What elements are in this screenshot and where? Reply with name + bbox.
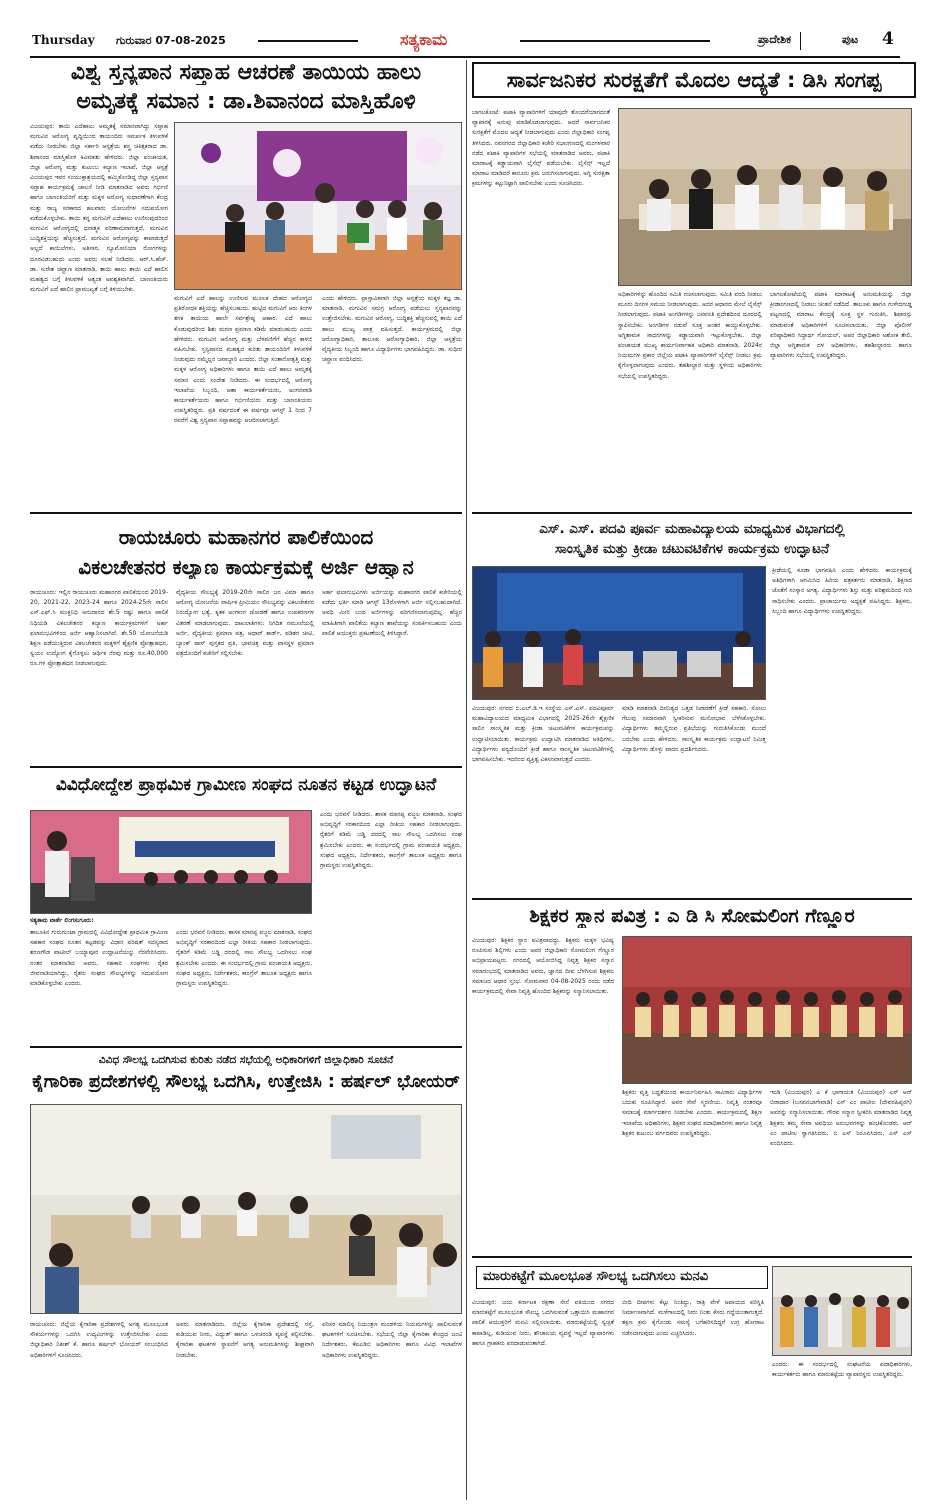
raichur-headline-line-1: ರಾಯಚೂರು ಮಹಾನಗರ ಪಾಲಿಕೆಯಿಂದ xyxy=(118,526,374,549)
breastfeeding-photo xyxy=(174,122,462,290)
college-body-col-3: ಕ್ರೀಡೆಯಲ್ಲಿ ಕೂಡಾ ಭಾಗವಹಿಸಿ ಎಂದು ಹೇಳಿದರು. ಕಾರ್ಯಕ್ರಮಕ್ಕೆ ಅತಿಥಿಗಳಾಗಿ ಆಗಮಿಸಿದ ಹಿರಿಯ ಪತ್ರಕರ್ತರು ಮಾತನಾಡಿ, ಶಿಕ್ಷಣದ ಜೊತೆಗೆ ಸಂಸ್ಕಾರ ಅಗತ್ಯ. ವಿದ್ಯಾರ್ಥಿಗಳು ಶಿಸ್ತು ಮತ್ತು ಪರಿಶ್ರಮದಿಂದ ಗುರಿ ಸಾಧಿಸಬೇಕು ಎಂದರು. ಪ್ರಾಚಾರ್ಯರು ಅಧ್ಯಕ್ಷತೆ ವಹಿಸಿದ್ದರು. ಶಿಕ್ಷಕರು, ಸಿಬ್ಬಂದಿ ಹಾಗೂ ವಿದ್ಯಾರ್ಥಿಗಳು ಉಪಸ್ಥಿತರಿದ್ದರು. xyxy=(772,567,912,615)
breastfeeding-photo-image xyxy=(175,123,462,290)
raichur-body-col-3: ಅರ್ಹ ಫಲಾನುಭವಿಗಳು ಅರ್ಜಿಯನ್ನು ಮಹಾನಗರ ಪಾಲಿಕೆ ಕಚೇರಿಯಲ್ಲಿ ಪಡೆದು ಭರ್ತಿ ಮಾಡಿ ಆಗಸ್ಟ್ 13ರೊಳಗಾಗಿ ಅರ್ಜಿ ಸಲ್ಲಿಸಬಹುದಾಗಿದೆ. ಅವಧಿ ಮೀರಿ ಬಂದ ಅರ್ಜಿಗಳನ್ನು ಪರಿಗಣಿಸಲಾಗುವುದಿಲ್ಲ. ಹೆಚ್ಚಿನ ಮಾಹಿತಿಗಾಗಿ ಪಾಲಿಕೆಯ ಕಲ್ಯಾಣ ಶಾಖೆಯನ್ನು ಸಂಪರ್ಕಿಸಬಹುದು ಎಂದು ಪಾಲಿಕೆ ಆಯುಕ್ತರು ಪ್ರಕಟಣೆಯಲ್ಲಿ ತಿಳಿಸಿದ್ದಾರೆ. xyxy=(322,589,462,637)
cooperative-dateline: ಸತ್ಯಕಾಮ ವಾರ್ತೆ ಲಿಂಗಸುಗೂರು: xyxy=(30,917,94,924)
college-body-col-2: ಮಾಡಿ ಮಾತನಾಡಿ ದಿನನಿತ್ಯದ ಒತ್ತಡ ನಿವಾರಣೆಗೆ ಕ್ರೀಡೆ ಸಹಕಾರಿ. ಸೋಲು ಗೆಲುವು ಸಮಾನವಾಗಿ ಸ್ವೀಕರಿಸುವ ಮನೋಭಾವ ಬೆಳೆಸಿಕೊಳ್ಳಬೇಕು. ವಿದ್ಯಾರ್ಥಿಗಳು ತಮ್ಮಲ್ಲಿರುವ ಪ್ರತಿಭೆಯನ್ನು ಗುರುತಿಸಿಕೊಂಡು ಮುಂದೆ ಬರಬೇಕು ಎಂದು ಹೇಳಿದರು. ಸಾಂಸ್ಕೃತಿಕ ಕಾರ್ಯಕ್ರಮ ಉದ್ಘಾಟನೆ ನಿಮಿತ್ತ ವಿದ್ಯಾರ್ಥಿಗಳು ಡೊಳ್ಳು ವಾದನ ಪ್ರದರ್ಶಿಸಿದರು. xyxy=(622,705,766,753)
college-headline-line-2: ಸಾಂಸ್ಕೃತಿಕ ಮತ್ತು ಕ್ರೀಡಾ ಚಟುವಟಿಕೆಗಳ ಕಾರ್ಯಕ್ರಮ ಉದ್ಘಾಟನೆ xyxy=(554,542,830,557)
cooperative-photo xyxy=(30,810,312,914)
breastfeeding-body-col-1: ವಿಜಯಪುರ: ತಾಯಿ ಎದೆಹಾಲು ಅಮೃತಕ್ಕೆ ಸಮಾನವಾಗಿದ್ದು ಸಪ್ತಾಹ ಮಗುವಿನ ಆರೋಗ್ಯ ವೃದ್ಧಿಯಿಂದ ತಾಯಂದಿರು ಸಮರ್ಪಕ ತಿಳುವಳಿಕೆ ಪಡೆದು ನೀಡಬೇಕು ಜಿಲ್ಲಾ ಸರ್ಕಾರಿ ಆಸ್ಪತ್ರೆಯ ಶಸ್ತ್ರ ಚಿಕಿತ್ಸಕರಾದ ಡಾ. ಶಿವಾನಂದ ಮಾಸ್ತಿಹೊಳಿ ಕಿವಿಮಾತು ಹೇಳಿದರು. ಜಿಲ್ಲಾ ಪಂಚಾಯತ, ಜಿಲ್ಲಾ ಆರೋಗ್ಯ ಮತ್ತು ಕುಟುಂಬ ಕಲ್ಯಾಣ ಇಲಾಖೆ, ಜಿಲ್ಲಾ ಆಸ್ಪತ್ರೆ ವಿಜಯಪುರ ಇವರ ಸಂಯುಕ್ತಾಶ್ರಯದಲ್ಲಿ ಹಮ್ಮಿಕೊಂಡಿದ್ದ ಜಿಲ್ಲಾ ಸ್ತನ್ಯಪಾನ ಸಪ್ತಾಹ ಕಾರ್ಯಕ್ರಮಕ್ಕೆ ಚಾಲನೆ ನೀಡಿ ಮಾತನಾಡಿದ ಅವರು ಗರ್ಭಿಣಿ ಹಾಗೂ ಬಾಣಂತಿಯರಿಗೆ ಮತ್ತು ಮಕ್ಕಳ ಆರೋಗ್ಯ ಸುಧಾರಣೆಗಾಗಿ ಕೇಂದ್ರ ಮತ್ತು ರಾಜ್ಯ ಸರಕಾರದ ಹಲವಾರು ಯೋಜನೆಗಳ ಸದುಪಯೋಗ ಪಡೆದುಕೊಳ್ಳಬೇಕು. ತಾಯಿ ತನ್ನ ಮಗುವಿಗೆ ಎದೆಹಾಲು ಉಣಿಸುವುದರಿಂದ ಮಗುವಿನ ಆರೋಗ್ಯದಲ್ಲಿ ಧನಾತ್ಮಕ ಪರಿಣಾಮವಾಗುತ್ತದೆ, ಮಗುವಿನ ಬುದ್ಧಿಶಕ್ತಿಯನ್ನು ಹೆಚ್ಚಿಸುತ್ತದೆ, ಮಗುವಿನ ಆರೋಗ್ಯವನ್ನು ಕಾಪಾಡುತ್ತದೆ ಅಲ್ಲದೆ ಕಾಯಿಲೆಗಳು, ಅತಿಸಾರ, ನ್ಯೂಮೋನಿಯಾ ರೋಗಗಳನ್ನು ದೂರವಿಡಬಹುದು ಎಂದು ಅವರು ಸಲಹೆ ನೀಡಿದರು. ಆರ್.ಸಿ.ಹೆಚ್. ಡಾ. ಸುರೇಶ ಚವ್ಹಾಣ ಮಾತನಾಡಿ, ತಾಯಿ ಹಾಲು ತಾಯಿ ಎದೆ ಹಾಲಿನ ಮಹತ್ವದ ಬಗ್ಗೆ ತಿಳುವಳಿಕೆ ಅತ್ಯಂತ ಅವಶ್ಯಕವಾಗಿದೆ. ಬಾಣಂತಿಯರು ಮಗುವಿಗೆ ಎದೆ ಹಾಲಿನ ಪ್ರಾಮುಖ್ಯತೆ ಬಗ್ಗೆ ತಿಳಿಯಬೇಕು. xyxy=(30,123,168,294)
raichur-headline-line-2: ವಿಕಲಚೇತನರ ಕಲ್ಯಾಣ ಕಾರ್ಯಕ್ರಮಕ್ಕೆ ಅರ್ಜಿ ಆಹ್ವಾನ xyxy=(78,556,414,579)
divider-5 xyxy=(472,898,912,900)
masthead xyxy=(30,28,900,54)
market-headline: ಮಾರುಕಟ್ಟೆಗೆ ಮೂಲಭೂತ ಸೌಲಭ್ಯ ಒದಗಿಸಲು ಮನವಿ xyxy=(476,1266,768,1289)
college-photo-image xyxy=(473,567,766,700)
industry-kicker: ವಿವಿಧ ಸೌಲಭ್ಯ ಒದಗಿಸುವ ಕುರಿತು ನಡೆದ ಸಭೆಯಲ್ಲಿ ಅಧಿಕಾರಿಗಳಿಗೆ ಜಿಲ್ಲಾಧಿಕಾರಿ ಸೂಚನೆ xyxy=(98,1054,394,1066)
masthead-day: Thursday xyxy=(32,33,95,47)
masthead-page-label: ಪುಟ xyxy=(842,33,859,46)
industry-photo xyxy=(30,1104,462,1314)
masthead-date: ಗುರುವಾರ 07-08-2025 xyxy=(116,34,226,47)
teacher-article xyxy=(472,902,912,1252)
raichur-body-col-2: ವೈದ್ಯಕೀಯ ಸೌಲಭ್ಯಕ್ಕೆ 2019-20ನೇ ಸಾಲಿನ ಜನ ವಿಮಾ ಹಾಗೂ ಆರೋಗ್ಯ ಯೋಜನೆಯ ವಾರ್ಷಿಕ ಪ್ರೀಮಿಯಂ ಸೌಲಭ್ಯವನ್ನು ವಿಕಲಚೇತನರ ನಿರುದ್ಯೋಗ ಭತ್ಯೆ, ಕೃತಕ ಅಂಗಾಂಗ ಜೋಡಣೆ ಹಾಗೂ ಉಪಕರಣಗಳ ವಿತರಣೆ ಮಾಡಲಾಗುವುದು. ದಾಖಲಾತಿಗಳು: ನಿಗದಿತ ನಮೂನೆಯಲ್ಲಿ ಅರ್ಜಿ, ವೈದ್ಯಕೀಯ ಪ್ರಮಾಣ ಪತ್ರ, ಆಧಾರ್ ಕಾರ್ಡ್, ಪಡಿತರ ಚೀಟಿ, ಬ್ಯಾಂಕ್ ಪಾಸ್ ಪುಸ್ತಕದ ಪ್ರತಿ, ಭಾವಚಿತ್ರ ಮತ್ತು ವಾಸಸ್ಥಳ ಪ್ರಮಾಣ ಪತ್ರದೊಂದಿಗೆ ಕಚೇರಿಗೆ ಸಲ್ಲಿಸಬೇಕು. xyxy=(176,589,314,658)
teacher-photo-image xyxy=(623,937,912,1084)
market-body-col-1: ವಿಜಯಪುರ: ಜಯ ಕರ್ನಾಟಕ ರಕ್ಷಣಾ ಸೇನೆ ವತಿಯಿಂದ ನಗರದ ಮಾರುಕಟ್ಟೆಗೆ ಮೂಲಭೂತ ಸೌಲಭ್ಯ ಒದಗಿಸುವಂತೆ ಒತ್ತಾಯಿಸಿ ಮಹಾನಗರ ಪಾಲಿಕೆ ಆಯುಕ್ತರಿಗೆ ಮನವಿ ಸಲ್ಲಿಸಲಾಯಿತು. ಮಾರುಕಟ್ಟೆಯಲ್ಲಿ ಸ್ವಚ್ಛತೆ ಕಾಪಾಡಿಲ್ಲ, ಕುಡಿಯುವ ನೀರು, ಶೌಚಾಲಯ ವ್ಯವಸ್ಥೆ ಇಲ್ಲದೆ ವ್ಯಾಪಾರಿಗಳು ಹಾಗೂ ಗ್ರಾಹಕರು ಪರದಾಡುವಂತಾಗಿದೆ. xyxy=(472,1299,614,1347)
page-column-divider xyxy=(466,60,467,1500)
market-body-col-3: ಎಂದರು. ಈ ಸಂದರ್ಭದಲ್ಲಿ ಸಂಘಟನೆಯ ಪದಾಧಿಕಾರಿಗಳು, ಕಾರ್ಯಕರ್ತರು ಹಾಗೂ ಮಾರುಕಟ್ಟೆಯ ವ್ಯಾಪಾರಸ್ಥರು ಉಪಸ್ಥಿತರಿದ್ದರು. xyxy=(772,1361,912,1379)
masthead-divider-right xyxy=(520,40,710,42)
divider-4 xyxy=(30,1046,462,1048)
market-photo-image xyxy=(773,1267,912,1356)
industry-article xyxy=(30,1050,462,1500)
cooperative-body-col-1b: ಎಂದು ಭರವಸೆ ನೀಡಿದರು. ಶಾಸಕ ಮಾನಪ್ಪ ವಜ್ಜಲ ಮಾತನಾಡಿ, ಸಂಘದ ಅಭಿವೃದ್ಧಿಗೆ ಸರಕಾರದಿಂದ ಎಲ್ಲಾ ರೀತಿಯ ಸಹಕಾರ ನೀಡಲಾಗುವುದು. ರೈತರಿಗೆ ಕಡಿಮೆ ಬಡ್ಡಿ ದರದಲ್ಲಿ ಸಾಲ ಸೌಲಭ್ಯ ಒದಗಿಸಲು ಸಂಘ ಶ್ರಮಿಸಬೇಕು ಎಂದರು. ಈ ಸಂದರ್ಭದಲ್ಲಿ ಗ್ರಾಮ ಪಂಚಾಯತಿ ಅಧ್ಯಕ್ಷರು, ಸಂಘದ ಅಧ್ಯಕ್ಷರು, ನಿರ್ದೇಶಕರು, ಕಾಂಗ್ರೆಸ್ ತಾಲೂಕ ಅಧ್ಯಕ್ಷರು ಹಾಗೂ ಗ್ರಾಮಸ್ಥರು ಉಪಸ್ಥಿತರಿದ್ದರು. xyxy=(176,929,312,988)
breastfeeding-body-col-2: ಮಗುವಿಗೆ ಎದೆ ಹಾಲನ್ನು ಉಣಿಸುವ ಮೂಲಕ ದೇಹದ ಆರೋಗ್ಯದ ಪ್ರತಿರೋಧಕ ಶಕ್ತಿಯನ್ನು ಹೆಚ್ಚಿಸಬಹುದು. ಹುಟ್ಟಿದ ಮಗುವಿಗೆ ಆರು ತಿಂಗಳ ತನಕ ತಾಯಿಯ ಹಾಲೇ ಸರ್ವಶ್ರೇಷ್ಠ ಆಹಾರ. ಎದೆ ಹಾಲು ಕೊಡುವುದರಿಂದ ಶಿಶು ಮರಣ ಪ್ರಮಾಣ ಕಡಿಮೆ ಮಾಡಬಹುದು ಎಂದು ಹೇಳಿದರು. ಮಗುವಿನ ಆರೋಗ್ಯ ಮತ್ತು ಬೆಳವಣಿಗೆಗೆ ಹೆಚ್ಚಿನ ಕಾಳಜಿ ವಹಿಸಬೇಕು. ಸ್ತನ್ಯಪಾನದ ಮಹತ್ವದ ಕುರಿತು ತಾಯಂದಿರಿಗೆ ತಿಳುವಳಿಕೆ ನೀಡುವುದು ನಮ್ಮೆಲ್ಲರ ಜವಾಬ್ದಾರಿ ಎಂದರು. ಜಿಲ್ಲಾ ಸಂತಾನೋತ್ಪತ್ತಿ ಮತ್ತು ಮಕ್ಕಳ ಆರೋಗ್ಯ ಅಧಿಕಾರಿಗಳು ಹಾಗೂ ತಾಯಿ ಎದೆ ಹಾಲು ಅಮೃತಕ್ಕೆ ಸಮಾನ ಎಂದು ಸಂದೇಶ ನೀಡಿದರು. ಈ ಸಂದರ್ಭದಲ್ಲಿ ಆರೋಗ್ಯ ಇಲಾಖೆಯ ಸಿಬ್ಬಂದಿ, ಆಶಾ ಕಾರ್ಯಕರ್ತೆಯರು, ಅಂಗನವಾಡಿ ಕಾರ್ಯಕರ್ತೆಯರು ಹಾಗೂ ಗರ್ಭಿಣಿಯರು ಮತ್ತು ಬಾಣಂತಿಯರು ಉಪಸ್ಥಿತರಿದ್ದರು. ಪ್ರತಿ ವರ್ಷದಂತೆ ಈ ವರ್ಷವೂ ಆಗಸ್ಟ್ 1 ರಿಂದ 7 ರವರೆಗೆ ವಿಶ್ವ ಸ್ತನ್ಯಪಾನ ಸಪ್ತಾಹವನ್ನು ಆಚರಿಸಲಾಗುತ್ತಿದೆ. xyxy=(174,295,312,425)
masthead-paper-name: ಸತ್ಯಕಾಮ xyxy=(400,30,448,49)
teacher-body-col-2: ಶಿಕ್ಷಕರು ವೃತ್ತಿ ಬದ್ಧತೆಯಿಂದ ಕಾರ್ಯನಿರ್ವಹಿಸಿ ಸಾವಿರಾರು ವಿದ್ಯಾರ್ಥಿಗಳ ಬದುಕು ರೂಪಿಸಿದ್ದಾರೆ. ಅವರ ಸೇವೆ ಸ್ಮರಣೀಯ. ನಿವೃತ್ತಿ ನಂತರವೂ ಸಮಾಜಕ್ಕೆ ಮಾರ್ಗದರ್ಶನ ನೀಡಬೇಕು ಎಂದರು. ಕಾರ್ಯಕ್ರಮದಲ್ಲಿ ಶಿಕ್ಷಣ ಇಲಾಖೆಯ ಅಧಿಕಾರಿಗಳು, ಶಿಕ್ಷಕರ ಸಂಘದ ಪದಾಧಿಕಾರಿಗಳು ಹಾಗೂ ನಿವೃತ್ತ ಶಿಕ್ಷಕರ ಕುಟುಂಬ ವರ್ಗದವರು ಉಪಸ್ಥಿತರಿದ್ದರು. xyxy=(622,1089,762,1137)
safety-article xyxy=(472,58,912,510)
breastfeeding-headline-line-1: ವಿಶ್ವ ಸ್ತನ್ಯಪಾನ ಸಪ್ತಾಹ ಆಚರಣೆ ತಾಯಿಯ ಹಾಲು xyxy=(70,60,422,85)
cooperative-body-col-2: ಎಂದು ಭರವಸೆ ನೀಡಿದರು. ಶಾಸಕ ಮಾನಪ್ಪ ವಜ್ಜಲ ಮಾತನಾಡಿ, ಸಂಘದ ಅಭಿವೃದ್ಧಿಗೆ ಸರಕಾರದಿಂದ ಎಲ್ಲಾ ರೀತಿಯ ಸಹಕಾರ ನೀಡಲಾಗುವುದು. ರೈತರಿಗೆ ಕಡಿಮೆ ಬಡ್ಡಿ ದರದಲ್ಲಿ ಸಾಲ ಸೌಲಭ್ಯ ಒದಗಿಸಲು ಸಂಘ ಶ್ರಮಿಸಬೇಕು ಎಂದರು. ಈ ಸಂದರ್ಭದಲ್ಲಿ ಗ್ರಾಮ ಪಂಚಾಯತಿ ಅಧ್ಯಕ್ಷರು, ಸಂಘದ ಅಧ್ಯಕ್ಷರು, ನಿರ್ದೇಶಕರು, ಕಾಂಗ್ರೆಸ್ ತಾಲೂಕ ಅಧ್ಯಕ್ಷರು ಹಾಗೂ ಗ್ರಾಮಸ್ಥರು ಉಪಸ್ಥಿತರಿದ್ದರು. xyxy=(320,811,462,870)
raichur-body-col-1: ರಾಯಚೂರು: ಇಲ್ಲಿನ ರಾಯಚೂರು ಮಹಾನಗರ ಪಾಲಿಕೆಯಿಂದ 2019-20, 2021-22, 2023-24 ಹಾಗೂ 2024-25ನೇ ಸಾಲಿನ ಎಸ್.ಎಫ್.ಸಿ ಮುಕ್ತನಿಧಿ ಅನುದಾನದ ಶೇ.5 ರಷ್ಟು ಹಾಗೂ ಪಾಲಿಕೆ ನಿಧಿಯಡಿ ವಿಕಲಚೇತನರ ಕಲ್ಯಾಣ ಕಾರ್ಯಕ್ರಮಗಳಿಗೆ ಅರ್ಹ ಫಲಾನುಭವಿಗಳಿಂದ ಅರ್ಜಿ ಆಹ್ವಾನಿಸಲಾಗಿದೆ. ಶೇ.50 ಯೋಜನೆಯಡಿ ಶಿಕ್ಷಣ ಪಡೆಯುತ್ತಿರುವ ವಿಕಲಚೇತನರ ಮಕ್ಕಳಿಗೆ ಶೈಕ್ಷಣಿಕ ಪ್ರೋತ್ಸಾಹಧನ, ಸ್ವಯಂ ಉದ್ಯೋಗ ಕೈಗೊಳ್ಳಲು ಆರ್ಥಿಕ ನೆರವು ಮತ್ತು ರೂ.40,000 ರೂ.ಗಳ ಪ್ರೋತ್ಸಾಹಧನ ನೀಡಲಾಗುವುದು. xyxy=(30,589,168,668)
college-photo xyxy=(472,566,766,700)
safety-photo-image xyxy=(619,109,912,286)
teacher-headline: ಶಿಕ್ಷಕರ ಸ್ಥಾನ ಪವಿತ್ರ : ಎ ಡಿ ಸಿ ಸೋಮಲಿಂಗ ಗೆಣ್ಣೂರ xyxy=(529,906,855,927)
industry-body-col-3: ಪರಿಸರ ಮಾಲಿನ್ಯ ನಿಯಂತ್ರಣ ಮಂಡಳಿಯ ನಿಯಮಗಳನ್ನು ಪಾಲಿಸುವಂತೆ ಘಟಕಗಳಿಗೆ ಸೂಚಿಸಬೇಕು. ಸಭೆಯಲ್ಲಿ ಜಿಲ್ಲಾ ಕೈಗಾರಿಕಾ ಕೇಂದ್ರದ ಜಂಟಿ ನಿರ್ದೇಶಕರು, ಕೆಐಎಡಿಬಿ ಅಧಿಕಾರಿಗಳು ಹಾಗೂ ವಿವಿಧ ಇಲಾಖೆಗಳ ಅಧಿಕಾರಿಗಳು ಉಪಸ್ಥಿತರಿದ್ದರು. xyxy=(322,1321,462,1359)
safety-photo xyxy=(618,108,912,286)
industry-photo-image xyxy=(31,1105,462,1314)
cooperative-photo-image xyxy=(31,811,312,914)
teacher-body-col-1: ವಿಜಯಪುರ: ಶಿಕ್ಷಕರ ಸ್ಥಾನ ಪವಿತ್ರವಾದದ್ದು. ಶಿಕ್ಷಕರು ಮಕ್ಕಳ ಭವಿಷ್ಯ ರೂಪಿಸುವ ಶಿಲ್ಪಿಗಳು ಎಂದು ಅಪರ ಜಿಲ್ಲಾಧಿಕಾರಿ ಸೋಮಲಿಂಗ ಗೆಣ್ಣೂರ ಅಭಿಪ್ರಾಯಪಟ್ಟರು. ನಗರದಲ್ಲಿ ಆಯೋಜಿಸಿದ್ದ ನಿವೃತ್ತ ಶಿಕ್ಷಕರ ಸನ್ಮಾನ ಸಮಾರಂಭದಲ್ಲಿ ಮಾತನಾಡಿದ ಅವರು, ಜ್ಞಾನದ ದೀಪ ಬೆಳಗಿಸುವ ಶಿಕ್ಷಕರು ಸಮಾಜದ ಆಧಾರ ಸ್ತಂಭ. ಸೋಮವಾರ 04-08-2025 ರಂದು ನಡೆದ ಕಾರ್ಯಕ್ರಮದಲ್ಲಿ ಸೇವಾ ನಿವೃತ್ತಿ ಹೊಂದಿದ ಶಿಕ್ಷಕರನ್ನು ಸನ್ಮಾನಿಸಲಾಯಿತು. xyxy=(472,937,614,996)
divider-1 xyxy=(30,512,462,514)
divider-6 xyxy=(472,1256,912,1258)
masthead-divider-left xyxy=(258,40,358,42)
college-article xyxy=(472,518,912,894)
safety-body-col-2: ಅಧಿಕಾರಿಗಳನ್ನು ಹೊಂದಿದ ಸಮಿತಿ ರಚಿಸಲಾಗುವುದು. ಸಮಿತಿ ವರದಿ ನೀಡಲು ಮೂರು ದಿನಗಳ ಸಮಯ ನೀಡಲಾಗುವುದು. ಅದರ ಆಧಾರದ ಮೇಲೆ ಲೈಸೆನ್ಸ್ ನೀಡಲಾಗುವುದು. ಪಟಾಕಿ ಅಂಗಡಿಗಳನ್ನು ಜನವಸತಿ ಪ್ರದೇಶದಿಂದ ದೂರದಲ್ಲಿ ಸ್ಥಾಪಿಸಬೇಕು. ಅಂಗಡಿಗಳ ನಡುವೆ ಸೂಕ್ತ ಅಂತರ ಕಾಯ್ದುಕೊಳ್ಳಬೇಕು. ಅಗ್ನಿಶಾಮಕ ಸಾಧನಗಳನ್ನು ಕಡ್ಡಾಯವಾಗಿ ಇಟ್ಟುಕೊಳ್ಳಬೇಕು. ಜಿಲ್ಲಾ ಪಂಚಾಯತ ಮುಖ್ಯ ಕಾರ್ಯನಿರ್ವಾಹಕ ಅಧಿಕಾರಿ ಮಾತನಾಡಿ, 2024ರ ನಿಯಮಗಳ ಪ್ರಕಾರ ಜಿಲ್ಲೆಯ ಪಟಾಕಿ ವ್ಯಾಪಾರಿಗಳಿಗೆ ಲೈಸೆನ್ಸ್ ನೀಡಲು ಕ್ರಮ ಕೈಗೊಳ್ಳಲಾಗುವುದು ಎಂದರು. ತಹಶೀಲ್ದಾರ ಮತ್ತು ಸ್ಥಳೀಯ ಅಧಿಕಾರಿಗಳು ಸಭೆಯಲ್ಲಿ ಉಪಸ್ಥಿತರಿದ್ದರು. xyxy=(618,291,762,380)
college-headline-line-1: ಎಸ್. ಎಸ್. ಪದವಿ ಪೂರ್ವ ಮಹಾವಿದ್ಯಾಲಯ ಮಾಧ್ಯಮಿಕ ವಿಭಾಗದಲ್ಲಿ xyxy=(539,522,845,537)
safety-body-col-3: ಬಾಗಲಕೋಟೆಯಲ್ಲಿ ಪಟಾಕಿ ಮಾರಾಟಕ್ಕೆ ಅನುಮತಿಯನ್ನು ಜಿಲ್ಲಾ ಕ್ರೀಡಾಂಗಣದಲ್ಲಿ ನೀಡಲು ಚಿಂತನೆ ನಡೆದಿದೆ. ತಾಲೂಕು ಹಾಗೂ ಗುಳೇದಗುಡ್ಡ ಪಟ್ಟಣದಲ್ಲಿ ಮಾರಾಟ ಕೇಂದ್ರಕ್ಕೆ ಸೂಕ್ತ ಸ್ಥಳ ಗುರುತಿಸಿ, ಶಿಫಾರಸ್ಸು ಮಾಡುವಂತೆ ಅಧಿಕಾರಿಗಳಿಗೆ ಸೂಚಿಸಲಾಯಿತು. ಜಿಲ್ಲಾ ಪೊಲೀಸ್ ವರಿಷ್ಠಾಧಿಕಾರಿ ಸಿದ್ಧಾರ್ಥ ಗೋಯಲ್, ಅಪರ ಜಿಲ್ಲಾಧಿಕಾರಿ ಅಶೋಕ ತೇಲಿ, ಜಿಲ್ಲಾ ಅಗ್ನಿಶಾಮಕ ದಳ ಅಧಿಕಾರಿಗಳು, ತಹಶೀಲ್ದಾರರು ಹಾಗೂ ವ್ಯಾಪಾರಿಗಳು ಸಭೆಯಲ್ಲಿ ಉಪಸ್ಥಿತರಿದ್ದರು. xyxy=(770,291,912,360)
cooperative-body-col-1: ತಾಲೂಕಿನ ಗುರುಗುಂಟಾ ಗ್ರಾಮದಲ್ಲಿ ವಿವಿಧೋದ್ದೇಶ ಪ್ರಾಥಮಿಕ ಗ್ರಾಮೀಣ ಸಹಕಾರ ಸಂಘದ ನೂತನ ಕಟ್ಟಡವನ್ನು ವಿಧಾನ ಪರಿಷತ್ ಸದಸ್ಯರಾದ ಶರಣಗೌಡ ಪಾಟೀಲ್ ಬಯ್ಯಾಪೂರ ಉದ್ಘಾಟನೆಯನ್ನು ನೆರವೇರಿಸಿದರು. ನಂತರ ಮಾತನಾಡಿದ ಅವರು, ಸಹಕಾರಿ ಸಂಘಗಳು ರೈತರ ಜೀವನಾಡಿಯಾಗಿದ್ದು, ರೈತರು ಸಂಘದ ಸೌಲಭ್ಯಗಳನ್ನು ಸದುಪಯೋಗ ಮಾಡಿಕೊಳ್ಳಬೇಕು ಎಂದರು. xyxy=(30,929,168,988)
safety-headline: ಸಾರ್ವಜನಿಕರ ಸುರಕ್ಷತೆಗೆ ಮೊದಲ ಆದ್ಯತೆ : ಡಿಸಿ ಸಂಗಪ್ಪ xyxy=(472,62,916,98)
cooperative-headline: ವಿವಿಧೋದ್ದೇಶ ಪ್ರಾಥಮಿಕ ಗ್ರಾಮೀಣ ಸಂಘದ ನೂತನ ಕಟ್ಟಡ ಉದ್ಘಾಟನೆ xyxy=(55,776,437,795)
divider-3 xyxy=(30,766,462,768)
raichur-article xyxy=(30,518,462,762)
industry-body-col-2: ಅವರು ಮಾತನಾಡಿದರು. ಜಿಲ್ಲೆಯ ಕೈಗಾರಿಕಾ ಪ್ರದೇಶದಲ್ಲಿ ರಸ್ತೆ, ಕುಡಿಯುವ ನೀರು, ವಿದ್ಯುತ್ ಹಾಗೂ ಒಳಚರಂಡಿ ವ್ಯವಸ್ಥೆ ಕಲ್ಪಿಸಬೇಕು. ಕೈಗಾರಿಕಾ ಘಟಕಗಳ ಸ್ಥಾಪನೆಗೆ ಅಗತ್ಯ ಅನುಮತಿಗಳನ್ನು ಶೀಘ್ರವಾಗಿ ನೀಡಬೇಕು. xyxy=(176,1321,314,1359)
breastfeeding-headline-line-2: ಅಮೃತಕ್ಕೆ ಸಮಾನ : ಡಾ.ಶಿವಾನಂದ ಮಾಸ್ತಿಹೊಳಿ xyxy=(76,89,416,114)
masthead-page-number: 4 xyxy=(882,29,894,49)
divider-2 xyxy=(472,512,912,514)
industry-headline: ಕೈಗಾರಿಕಾ ಪ್ರದೇಶಗಳಲ್ಲಿ ಸೌಲಭ್ಯ ಒದಗಿಸಿ, ಉತ್ತೇಜಿಸಿ : ಹರ್ಷಲ್ ಭೋಯರ್ xyxy=(32,1072,460,1092)
college-body-col-1: ವಿಜಯಪುರ: ನಗರದ ಬಿ.ಎಲ್.ಡಿ.ಇ ಸಂಸ್ಥೆಯ ಎಸ್.ಎಸ್. ಪದವಿಪೂರ್ವ ಮಹಾವಿದ್ಯಾಲಯದ ಮಾಧ್ಯಮಿಕ ವಿಭಾಗದಲ್ಲಿ 2025-26ನೇ ಶೈಕ್ಷಣಿಕ ಸಾಲಿನ ಸಾಂಸ್ಕೃತಿಕ ಮತ್ತು ಕ್ರೀಡಾ ಚಟುವಟಿಕೆಗಳ ಕಾರ್ಯಕ್ರಮವನ್ನು ಉದ್ಘಾಟಿಸಲಾಯಿತು. ಕಾರ್ಯಕ್ರಮ ಉದ್ಘಾಟಿಸಿ ಮಾತನಾಡಿದ ಅತಿಥಿಗಳು, ವಿದ್ಯಾರ್ಥಿಗಳು ಪಠ್ಯದೊಂದಿಗೆ ಕ್ರೀಡೆ ಹಾಗೂ ಸಾಂಸ್ಕೃತಿಕ ಚಟುವಟಿಕೆಗಳಲ್ಲಿ ಭಾಗವಹಿಸಬೇಕು. ಇದರಿಂದ ವ್ಯಕ್ತಿತ್ವ ವಿಕಸನವಾಗುತ್ತದೆ ಎಂದರು. xyxy=(472,705,614,764)
market-body-col-2: ಬೀದಿ ದೀಪಗಳು ಕೆಟ್ಟು ನಿಂತಿದ್ದು, ರಾತ್ರಿ ವೇಳೆ ಅಪಾಯದ ಪರಿಸ್ಥಿತಿ ನಿರ್ಮಾಣವಾಗಿದೆ. ಮಳೆಗಾಲದಲ್ಲಿ ನೀರು ನಿಂತು ಕೆಸರು ಗದ್ದೆಯಂತಾಗುತ್ತದೆ. ತಕ್ಷಣ ಕ್ರಮ ಕೈಗೊಂಡು ಸಮಸ್ಯೆ ಬಗೆಹರಿಸದಿದ್ದರೆ ಉಗ್ರ ಹೋರಾಟ ನಡೆಸಲಾಗುವುದು ಎಂದು ಎಚ್ಚರಿಸಿದರು. xyxy=(622,1299,764,1337)
teacher-body-col-3: ಇಂಡಿ (ವಿಜಯಪುರ) ಎ ಕೆ ಭಾಗಾಯತ (ವಿಜಯಪುರ) ಎಸ್ ಆರ್ ಬಿರಾದಾರ (ಬಸವನಬಾಗೇವಾಡಿ) ಎಸ್ ಎಂ ಪಾಟೀಲ (ದೇವರಹಿಪ್ಪರಗಿ) ಅವರನ್ನು ಸನ್ಮಾನಿಸಲಾಯಿತು. ಗೌರವ ಸನ್ಮಾನ ಸ್ವೀಕರಿಸಿ ಮಾತನಾಡಿದ ನಿವೃತ್ತ ಶಿಕ್ಷಕರು ತಮ್ಮ ಸೇವಾ ಅವಧಿಯ ಅನುಭವಗಳನ್ನು ಹಂಚಿಕೊಂಡರು. ಆರ್ ಎಂ ಪಾಟೀಲ ಸ್ವಾಗತಿಸಿದರು, ಬಿ ಎಸ್ ನಿರೂಪಿಸಿದರು, ಎಸ್ ಎಸ್ ವಂದಿಸಿದರು. xyxy=(770,1089,912,1148)
industry-body-col-1: ರಾಯಚೂರು: ಜಿಲ್ಲೆಯ ಕೈಗಾರಿಕಾ ಪ್ರದೇಶಗಳಲ್ಲಿ ಅಗತ್ಯ ಮೂಲಭೂತ ಸೌಕರ್ಯಗಳನ್ನು ಒದಗಿಸಿ ಉದ್ಯಮಿಗಳನ್ನು ಉತ್ತೇಜಿಸಬೇಕು ಎಂದು ಜಿಲ್ಲಾಧಿಕಾರಿ ನಿತೀಶ್ ಕೆ. ಹಾಗೂ ಹರ್ಷಲ್ ಭೋಯರ್ ಸಂಬಂಧಿಸಿದ ಅಧಿಕಾರಿಗಳಿಗೆ ಸೂಚಿಸಿದರು. xyxy=(30,1321,168,1359)
market-article xyxy=(472,1260,912,1500)
safety-body-col-1: ಬಾಗಲಕೋಟೆ: ಪಟಾಕಿ ವ್ಯಾಪಾರಿಗಳಿಗೆ ಯಾವುದೇ ತೊಂದರೆಯಾಗದಂತೆ ವ್ಯಾಪಾರಕ್ಕೆ ಅನುವು ಮಾಡಿಕೊಡಲಾಗುವುದು. ಆದರೆ ಸಾರ್ವಜನಿಕರ ಸುರಕ್ಷತೆಗೆ ಮೊದಲ ಆದ್ಯತೆ ನೀಡಲಾಗುವುದು ಎಂದು ಜಿಲ್ಲಾಧಿಕಾರಿ ಸಂಗಪ್ಪ ತಿಳಿಸಿದರು. ನವನಗರದ ಜಿಲ್ಲಾಧಿಕಾರಿ ಕಚೇರಿ ಸಭಾಂಗಣದಲ್ಲಿ ಮಂಗಳವಾರ ನಡೆದ ಪಟಾಕಿ ವ್ಯಾಪಾರಿಗಳ ಸಭೆಯಲ್ಲಿ ಮಾತನಾಡಿದ ಅವರು, ಪಟಾಕಿ ಮಾರಾಟಕ್ಕೆ ಕಡ್ಡಾಯವಾಗಿ ಲೈಸೆನ್ಸ್ ಪಡೆಯಬೇಕು. ಲೈಸೆನ್ಸ್ ಇಲ್ಲದೆ ಮಾರಾಟ ಮಾಡಿದರೆ ಕಾನೂನು ಕ್ರಮ ಜರುಗಿಸಲಾಗುವುದು. ಅಗ್ನಿ ಸುರಕ್ಷತಾ ಕ್ರಮಗಳನ್ನು ಕಟ್ಟುನಿಟ್ಟಾಗಿ ಪಾಲಿಸಬೇಕು ಎಂದು ಸೂಚಿಸಿದರು. xyxy=(472,109,610,188)
breastfeeding-article xyxy=(30,58,462,510)
breastfeeding-body-col-3: ಎಂದು ಹೇಳಿದರು. ಪ್ರಾಸ್ತಾವಿಕವಾಗಿ ಜಿಲ್ಲಾ ಆಸ್ಪತ್ರೆಯ ಮಕ್ಕಳ ತಜ್ಞ ಡಾ. ಮಾತನಾಡಿ, ಮಗುವಿನ ಸಮಗ್ರ ಆರೋಗ್ಯ ಪಡೆಯಲು ಸ್ತನ್ಯಪಾನವನ್ನು ಉತ್ತೇಜಿಸಬೇಕು. ಮಗುವಿನ ಆರೋಗ್ಯ, ಬುದ್ಧಿಶಕ್ತಿ ಹೆಚ್ಚಿಸುವಲ್ಲಿ ತಾಯಿ ಎದೆ ಹಾಲು ಮುಖ್ಯ ಪಾತ್ರ ವಹಿಸುತ್ತದೆ. ಕಾರ್ಯಕ್ರಮದಲ್ಲಿ ಜಿಲ್ಲಾ ಆರೋಗ್ಯಾಧಿಕಾರಿ, ತಾಲೂಕು ಆರೋಗ್ಯಾಧಿಕಾರಿ, ಜಿಲ್ಲಾ ಆಸ್ಪತ್ರೆಯ ವೈದ್ಯಕೀಯ ಸಿಬ್ಬಂದಿ ಹಾಗೂ ವಿದ್ಯಾರ್ಥಿಗಳು ಭಾಗವಹಿಸಿದ್ದರು. ಡಾ. ಸುಧೀರ ಚವ್ಹಾಣ ವಂದಿಸಿದರು. xyxy=(322,295,462,364)
masthead-section: ಪ್ರಾದೇಶಿಕ xyxy=(758,33,792,46)
cooperative-article xyxy=(30,770,462,1042)
market-photo xyxy=(772,1266,912,1356)
teacher-photo xyxy=(622,936,912,1084)
masthead-separator xyxy=(800,32,801,50)
